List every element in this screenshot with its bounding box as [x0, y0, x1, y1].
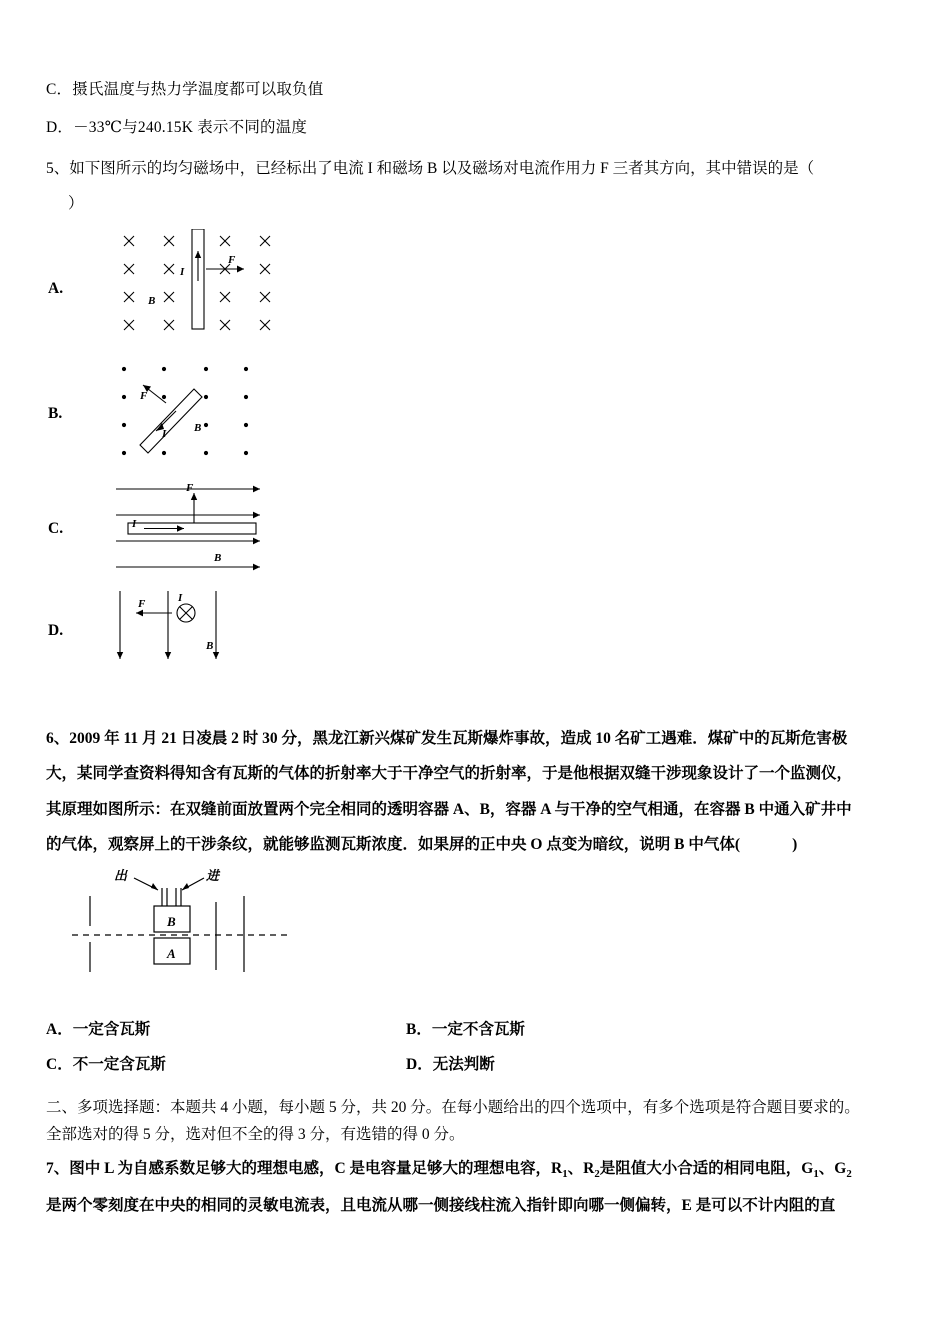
q6-answer-a: A．一定含瓦斯: [46, 1020, 151, 1038]
question-5-text: 5、如下图所示的均匀磁场中，已经标出了电流 I 和磁场 B 以及磁场对电流作用力 F 三者其方向，其中错误的是（: [46, 160, 815, 178]
figure-crosses-field-vertical-conductor: [110, 229, 320, 349]
figure-6-label-b: B: [167, 913, 176, 929]
question-7-line-1: 7、图中 L 为自感系数足够大的理想电感，C 是电容量足够大的理想电容，$R_1$、$R_2$是阻值大小合适的相同电阻，$G_1$、$G_2$: [46, 1159, 852, 1180]
q5-choice-c-label: C.: [48, 519, 64, 537]
figure-6-label-out: 出: [114, 867, 128, 883]
option-d-top: D．－33℃与240.15K 表示不同的温度: [46, 119, 308, 137]
figure-parallel-lines-horizontal-conductor: [110, 479, 430, 579]
section-2-line-1: 二、多项选择题：本题共 4 小题，每小题 5 分，共 20 分。在每小题给出的四个选项中，有多个选项是符合题目要求的。: [46, 1098, 860, 1116]
figure-b-label-i: I: [162, 427, 167, 440]
figure-b-label-b: B: [194, 421, 202, 434]
q6-answer-c: C．不一定含瓦斯: [46, 1055, 166, 1073]
figure-a-label-f: F: [228, 253, 236, 266]
question-6-line-4-text: 的气体，观察屏上的干涉条纹，就能够监测瓦斯浓度．如果屏的正中央 O 点变为暗纹，说明 B 中气体(: [46, 836, 741, 854]
figure-d-label-i: I: [178, 591, 183, 604]
figure-a-label-b: B: [148, 294, 156, 307]
figure-c-label-b: B: [214, 551, 222, 564]
option-c-top: C．摄氏温度与热力学温度都可以取负值: [46, 81, 324, 98]
q5-choice-b-label: B.: [48, 404, 63, 422]
q6-answer-b: B．一定不含瓦斯: [406, 1020, 525, 1038]
figure-vertical-lines-current-into-page: [110, 589, 300, 674]
question-6-line-4: [46, 830, 904, 859]
question-6-line-1: 6、2009 年 11 月 21 日凌晨 2 时 30 分，黑龙江新兴煤矿发生瓦斯爆炸事故，造成 10 名矿工遇难．煤矿中的瓦斯危害极: [46, 729, 848, 747]
figure-6-label-a: A: [167, 945, 176, 961]
figure-b-label-f: F: [140, 389, 148, 402]
q6-answer-d: D．无法判断: [406, 1055, 495, 1073]
q5-choice-d-label: D.: [48, 622, 64, 640]
question-5-text-cont: ）: [68, 195, 84, 213]
q5-choice-a: [46, 229, 904, 349]
figure-c-label-f: F: [186, 481, 194, 494]
figure-d-label-b: B: [206, 639, 214, 652]
q5-choice-a-label: A.: [48, 279, 64, 297]
question-6-answers: [46, 1017, 904, 1074]
q5-choice-d: [46, 589, 904, 674]
figure-c-label-i: I: [132, 517, 137, 530]
section-2-line-2: 全部选对的得 5 分，选对但不全的得 3 分，有选错的得 0 分。: [46, 1125, 465, 1143]
q5-choice-b: [46, 359, 904, 469]
figure-double-slit-gas-monitor: [66, 866, 296, 1001]
figure-dots-field-tilted-conductor: [110, 359, 300, 469]
question-7-line-2: 是两个零刻度在中央的相同的灵敏电流表，且电流从哪一侧接线柱流入指针即向哪一侧偏转，E 是可以不计内阻的直: [46, 1196, 836, 1214]
figure-a-label-i: I: [180, 265, 185, 278]
figure-d-label-f: F: [138, 597, 146, 610]
question-6-line-3: 其原理如图所示：在双缝前面放置两个完全相同的透明容器 A、B，容器 A 与干净的空气相通，在容器 B 中通入矿井中: [46, 800, 852, 818]
q5-choice-c: [46, 479, 904, 579]
question-6-line-2: 大，某同学查资料得知含有瓦斯的气体的折射率大于干净空气的折射率，于是他根据双缝干涉现象设计了一个监测仪，: [46, 765, 853, 783]
figure-6-label-in: 进: [206, 867, 220, 883]
question-6-line-4-tail: ): [792, 836, 798, 854]
